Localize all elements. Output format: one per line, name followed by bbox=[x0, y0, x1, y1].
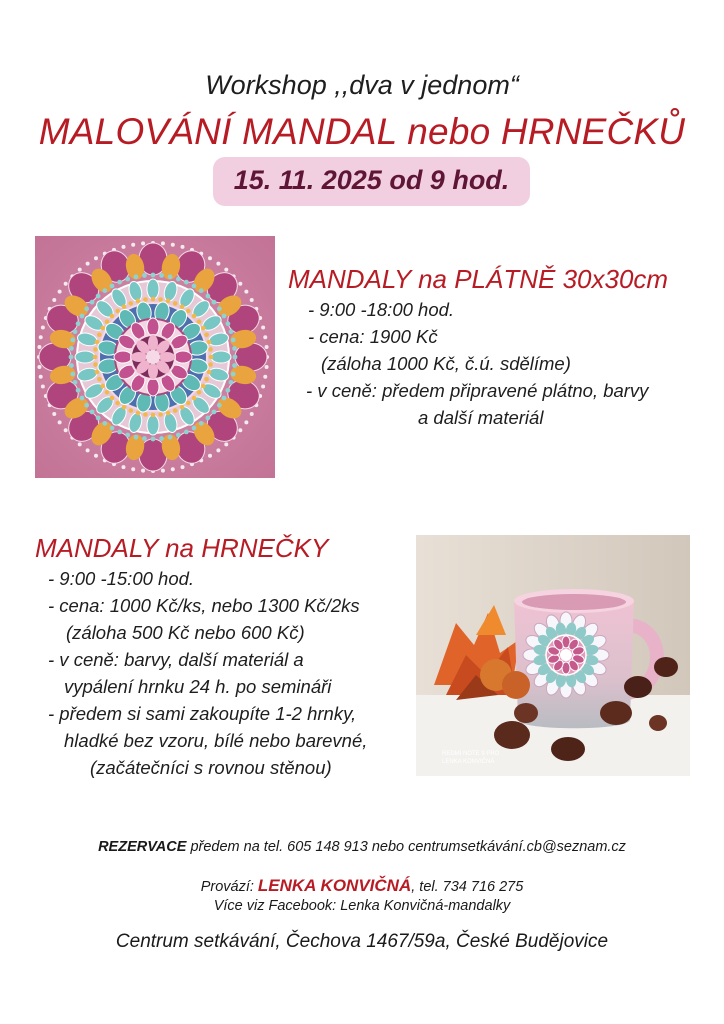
canvas-detail-line: a další materiál bbox=[418, 407, 544, 428]
mug-detail-line: - v ceně: barvy, další materiál a bbox=[48, 649, 304, 670]
host-label: Provází: bbox=[200, 879, 258, 895]
canvas-detail-line: - v ceně: předem připravené plátno, barvy bbox=[306, 380, 649, 401]
watermark-line: LENKA KONVIČNÁ bbox=[442, 759, 495, 765]
mandala-mug-photo bbox=[416, 535, 690, 776]
canvas-section-heading: MANDALY na PLÁTNĚ 30x30cm bbox=[288, 264, 669, 294]
mandala-canvas-photo bbox=[35, 236, 275, 478]
reservation-info bbox=[0, 839, 724, 855]
facebook-info: Více viz Facebook: Lenka Konvičná-mandalky bbox=[213, 898, 511, 914]
host-info bbox=[0, 876, 724, 896]
mug-detail-line: vypálení hrnku 24 h. po semináři bbox=[64, 676, 332, 697]
canvas-detail-line: - 9:00 -18:00 hod. bbox=[308, 299, 455, 320]
reservation-label: REZERVACE bbox=[98, 839, 187, 855]
mug-detail-line: (začátečníci s rovnou stěnou) bbox=[90, 757, 332, 778]
mug-detail-line: - 9:00 -15:00 hod. bbox=[48, 568, 195, 589]
canvas-detail-line: (záloha 1000 Kč, č.ú. sdělíme) bbox=[321, 353, 571, 374]
mug-detail-line: - předem si sami zakoupíte 1-2 hrnky, bbox=[48, 703, 357, 724]
mug-section-heading: MANDALY na HRNEČKY bbox=[35, 533, 329, 563]
page-title: MALOVÁNÍ MANDAL nebo HRNEČKŮ bbox=[38, 111, 686, 152]
canvas-detail-line: - cena: 1900 Kč bbox=[308, 326, 438, 347]
workshop-subtitle: Workshop ,,dva v jednom“ bbox=[205, 70, 519, 100]
mug-detail-line: hladké bez vzoru, bílé nebo barevné, bbox=[64, 730, 368, 751]
mug-detail-line: (záloha 500 Kč nebo 600 Kč) bbox=[66, 622, 305, 643]
mug-detail-line: - cena: 1000 Kč/ks, nebo 1300 Kč/2ks bbox=[48, 595, 360, 616]
reservation-text: předem na tel. 605 148 913 nebo centrumsetkávání.cb@seznam.cz bbox=[186, 839, 626, 855]
watermark-line: REDMI NOTE 9 PRO bbox=[442, 751, 500, 757]
event-date: 15. 11. 2025 od 9 hod. bbox=[233, 165, 510, 195]
photo-watermark bbox=[442, 750, 499, 766]
host-phone: , tel. 734 716 275 bbox=[411, 879, 524, 895]
venue-address: Centrum setkávání, Čechova 1467/59a, České Budějovice bbox=[115, 931, 609, 952]
host-name: LENKA KONVIČNÁ bbox=[257, 876, 412, 895]
